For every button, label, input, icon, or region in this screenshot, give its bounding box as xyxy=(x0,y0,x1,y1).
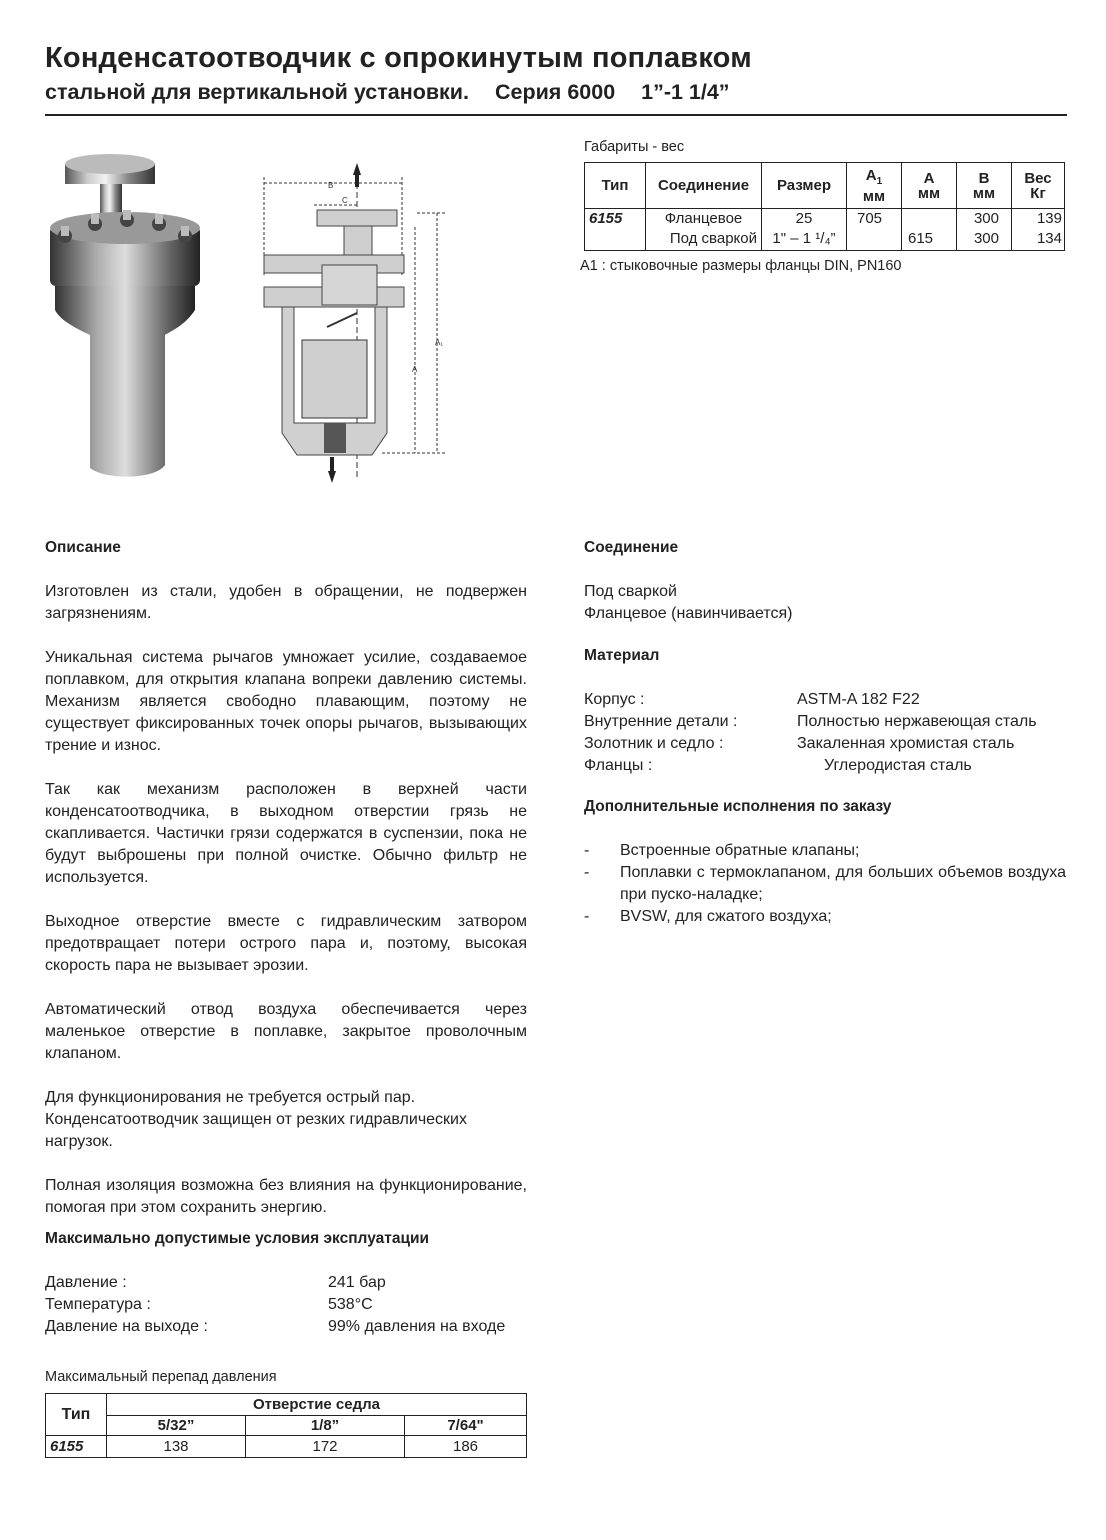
limits-row xyxy=(45,1272,535,1294)
bullet: - xyxy=(584,908,590,925)
list-item xyxy=(584,840,1066,862)
material-label: Корпус : xyxy=(584,691,645,708)
dims-type-cell: 6155 xyxy=(585,209,646,251)
col-b-letter: B xyxy=(978,169,990,187)
option-text: Встроенные обратные клапаны; xyxy=(620,842,860,859)
col-a1-sub: 1 xyxy=(876,175,883,187)
pressure-subheader-row xyxy=(46,1416,527,1436)
table-cell: Фланцевое xyxy=(664,210,743,227)
col-a1 xyxy=(847,163,902,209)
limits-heading: Максимально допустимые условия эксплуатации xyxy=(45,1230,430,1247)
material-value: Закаленная хромистая сталь xyxy=(797,735,1015,752)
material-label: Внутренние детали : xyxy=(584,713,738,730)
material-row xyxy=(584,711,1074,733)
table-cell: 134 xyxy=(1036,230,1062,247)
table-cell: 172 xyxy=(246,1436,405,1458)
dims-connection-cell xyxy=(646,209,762,251)
product-photo xyxy=(45,150,220,485)
material-value: Углеродистая сталь xyxy=(824,757,972,774)
table-cell: 138 xyxy=(107,1436,246,1458)
limits-label: Температура : xyxy=(45,1296,151,1313)
table-cell: Под сваркой xyxy=(669,230,757,247)
col-size: Размер xyxy=(762,163,847,209)
col-a1-unit: мм xyxy=(862,187,886,205)
page-subtitle xyxy=(45,80,730,105)
dims-size-cell xyxy=(762,209,847,251)
description-paragraph xyxy=(45,1087,527,1153)
options-heading: Дополнительные исполнения по заказу xyxy=(584,798,892,815)
list-item xyxy=(584,906,1066,928)
description-paragraph: Изготовлен из стали, удобен в обращении, не подвержен загрязнениям. xyxy=(45,583,527,622)
dims-b-cell xyxy=(957,209,1012,251)
description-heading: Описание xyxy=(45,539,121,556)
label-c: C xyxy=(342,196,348,205)
pressure-col: 7/64" xyxy=(405,1416,527,1436)
pressure-group-header: Отверстие седла xyxy=(107,1394,527,1416)
description-paragraph: Так как механизм расположен в верхней части конденсатоотводчика, в выходном отверстии грязь не скапливается. Частички грязи содержатся в суспензии, пока не будут выброшены при полной очистке. Обычно фильтр не используется. xyxy=(45,781,527,886)
table-cell: 139 xyxy=(1036,210,1062,227)
col-type: Тип xyxy=(585,163,646,209)
connection-list xyxy=(584,581,792,625)
dims-caption: Габариты - вес xyxy=(584,139,685,155)
material-value: Полностью нержавеющая сталь xyxy=(797,713,1037,730)
dims-data-row xyxy=(585,209,1065,251)
subtitle-text: стальной для вертикальной установки. xyxy=(45,80,469,104)
table-cell: 705 xyxy=(857,210,883,227)
description-line: Конденсатоотводчик защищен от резких гидравлических нагрузок. xyxy=(45,1111,467,1150)
connection-item: Под сваркой xyxy=(584,583,677,600)
limits-value: 241 бар xyxy=(328,1274,386,1291)
label-a1: A₁ xyxy=(435,338,444,347)
description-paragraph: Полная изоляция возможна без влияния на функционирование, помогая при этом сохранить энергию. xyxy=(45,1177,527,1216)
material-label: Золотник и седло : xyxy=(584,735,724,752)
dims-table xyxy=(584,162,1065,251)
limits-label: Давление на выходе : xyxy=(45,1318,208,1335)
material-row xyxy=(584,755,1074,777)
label-b: B xyxy=(328,181,334,190)
pressure-header-row xyxy=(46,1394,527,1416)
dims-note: A1 : стыковочные размеры фланцы DIN, PN160 xyxy=(580,258,902,274)
options-list xyxy=(584,840,1066,928)
limits-row xyxy=(45,1316,535,1338)
title-rule xyxy=(45,114,1067,116)
dims-a1-cell xyxy=(847,209,902,251)
technical-drawing xyxy=(232,155,457,485)
limits-row xyxy=(45,1294,535,1316)
pressure-data-row xyxy=(46,1436,527,1458)
material-row xyxy=(584,689,1074,711)
table-cell: 615 xyxy=(908,230,934,247)
subtitle-series: Серия 6000 xyxy=(494,80,616,104)
table-cell: 1" – 1 ¹/₄” xyxy=(772,230,836,247)
pressure-type-header: Тип xyxy=(46,1394,107,1436)
dims-a-cell xyxy=(902,209,957,251)
col-a-unit: мм xyxy=(917,184,941,202)
col-b-unit: мм xyxy=(972,184,996,202)
table-cell xyxy=(908,209,952,229)
subtitle-size: 1”-1 1/4” xyxy=(641,80,730,104)
pressure-col: 5/32” xyxy=(107,1416,246,1436)
dims-header-row xyxy=(585,163,1065,209)
col-weight-unit: Кг xyxy=(1030,184,1046,202)
dims-weight-cell xyxy=(1012,209,1065,251)
table-cell: 300 xyxy=(973,230,999,247)
table-cell: 25 xyxy=(795,210,813,227)
material-value: ASTM-A 182 F22 xyxy=(797,691,920,708)
connection-item: Фланцевое (навинчивается) xyxy=(584,605,793,622)
description-line: Для функционирования не требуется острый пар. xyxy=(45,1089,416,1106)
pressure-table xyxy=(45,1393,527,1458)
pressure-col: 1/8” xyxy=(246,1416,405,1436)
connection-heading: Соединение xyxy=(584,539,679,556)
limits-value: 538°C xyxy=(328,1296,373,1313)
option-text: Поплавки с термоклапаном, для больших объемов воздуха при пуско-наладке; xyxy=(620,864,1066,903)
limits-list xyxy=(45,1272,535,1338)
bullet: - xyxy=(584,842,590,859)
table-cell: 300 xyxy=(973,210,999,227)
table-cell: 186 xyxy=(405,1436,527,1458)
description-paragraph: Автоматический отвод воздуха обеспечивается через маленькое отверстие в поплавке, закрытое проволочным клапаном. xyxy=(45,1001,527,1062)
col-b xyxy=(957,163,1012,209)
option-text: BVSW, для сжатого воздуха; xyxy=(620,908,832,925)
col-a-letter: A xyxy=(923,169,935,187)
material-list xyxy=(584,689,1074,777)
material-heading: Материал xyxy=(584,647,660,664)
pressure-type-cell: 6155 xyxy=(46,1436,107,1458)
bullet: - xyxy=(584,864,590,881)
list-item xyxy=(584,862,1066,906)
pressure-caption: Максимальный перепад давления xyxy=(45,1369,277,1385)
col-weight-label: Вес xyxy=(1024,169,1052,187)
description-paragraph: Уникальная система рычагов умножает усилие, создаваемое поплавком, для открытия клапана вопреки давлению системы. Механизм является свободно плавающим, поэтому не существует фиксированных точек опоры рычагов, вызывающих трение и износ. xyxy=(45,649,527,754)
col-a1-letter: A xyxy=(865,166,877,184)
material-label: Фланцы : xyxy=(584,757,653,774)
page-title: Конденсатоотводчик с опрокинутым поплавком xyxy=(45,42,752,74)
material-row xyxy=(584,733,1074,755)
limits-value: 99% давления на входе xyxy=(328,1318,506,1335)
description-paragraph: Выходное отверстие вместе с гидравлическим затвором предотвращает потери острого пара и, поэтому, высокая скорость пара не вызывает эрозии. xyxy=(45,913,527,974)
col-weight xyxy=(1012,163,1065,209)
col-a xyxy=(902,163,957,209)
label-a: A xyxy=(412,365,418,374)
limits-label: Давление : xyxy=(45,1274,127,1291)
col-connection: Соединение xyxy=(646,163,762,209)
